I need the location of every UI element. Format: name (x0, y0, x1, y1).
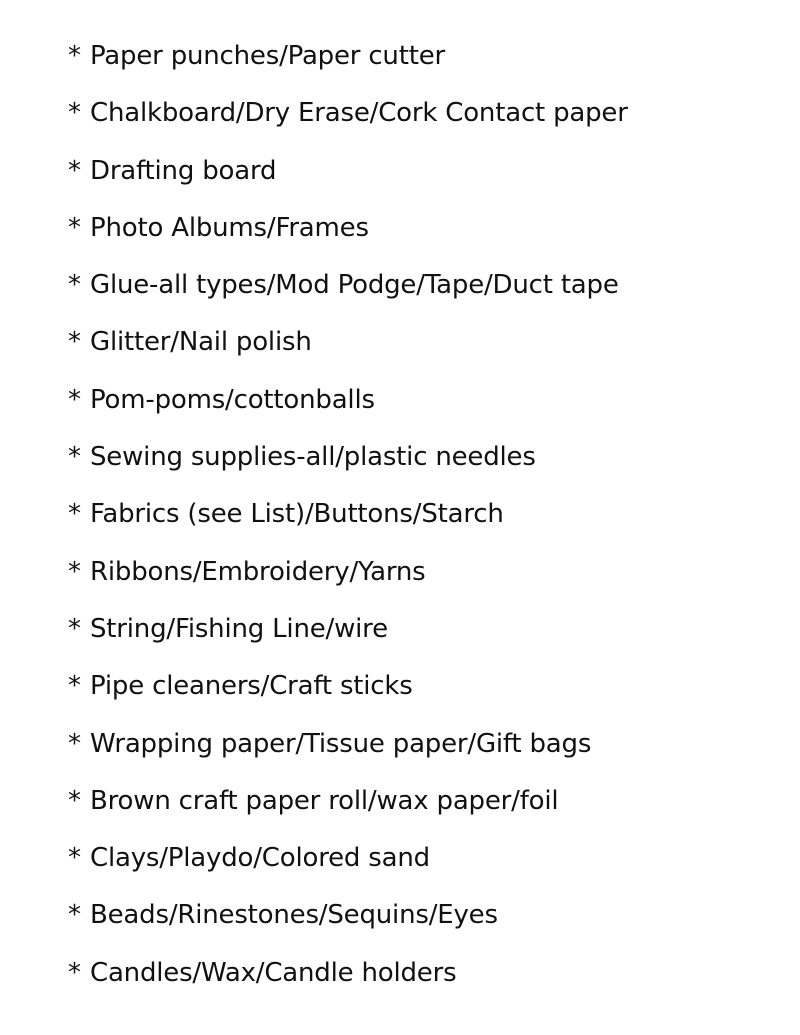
list-item (68, 380, 768, 437)
list-item (68, 36, 768, 93)
list-item-text: Glitter/Nail polish (90, 327, 312, 358)
list-item-text: String/Fishing Line/wire (90, 613, 388, 644)
list-item (68, 666, 768, 723)
list-item-text: Sewing supplies-all/plastic needles (90, 442, 536, 473)
list-item-text: Beads/Rinestones/Sequins/Eyes (90, 900, 498, 931)
list-item-text: Pom-poms/cottonballs (90, 384, 375, 415)
list-bullet: * (68, 41, 81, 71)
list-item (68, 895, 768, 952)
list-item-text: Glue-all types/Mod Podge/Tape/Duct tape (90, 270, 619, 301)
supply-list (68, 36, 768, 1010)
list-item-text: Candles/Wax/Candle holders (90, 957, 457, 988)
list-item (68, 265, 768, 322)
list-item-text: Drafting board (90, 155, 277, 186)
list-item (68, 322, 768, 379)
list-item (68, 437, 768, 494)
list-bullet: * (68, 327, 81, 358)
list-item (68, 838, 768, 895)
list-bullet: * (68, 384, 81, 415)
list-bullet: * (68, 155, 81, 186)
list-item (68, 781, 768, 838)
list-item (68, 151, 768, 208)
list-bullet: * (68, 442, 81, 473)
list-bullet: * (68, 613, 81, 644)
list-item-text: Fabrics (see List)/Buttons/Starch (90, 499, 504, 530)
list-bullet: * (68, 270, 81, 301)
list-bullet: * (68, 499, 81, 530)
list-item-text: Chalkboard/Dry Erase/Cork Contact paper (90, 98, 628, 129)
list-item (68, 494, 768, 551)
list-bullet: * (68, 556, 81, 587)
list-item (68, 724, 768, 781)
list-bullet: * (68, 785, 81, 816)
list-bullet: * (68, 843, 81, 874)
list-bullet: * (68, 98, 81, 129)
list-item-text: Photo Albums/Frames (90, 212, 369, 243)
list-bullet: * (68, 957, 81, 988)
list-item-text: Wrapping paper/Tissue paper/Gift bags (90, 728, 592, 759)
list-item-text: Paper punches/Paper cutter (90, 41, 445, 71)
list-item-text: Pipe cleaners/Craft sticks (90, 671, 413, 702)
list-item (68, 552, 768, 609)
list-bullet: * (68, 212, 81, 243)
list-item-text: Ribbons/Embroidery/Yarns (90, 556, 426, 587)
list-item (68, 93, 768, 150)
list-bullet: * (68, 900, 81, 931)
list-bullet: * (68, 671, 81, 702)
list-item (68, 208, 768, 265)
list-bullet: * (68, 728, 81, 759)
list-item (68, 609, 768, 666)
list-item-text: Brown craft paper roll/wax paper/foil (90, 785, 559, 816)
list-item (68, 953, 768, 1010)
list-item-text: Clays/Playdo/Colored sand (90, 843, 430, 874)
